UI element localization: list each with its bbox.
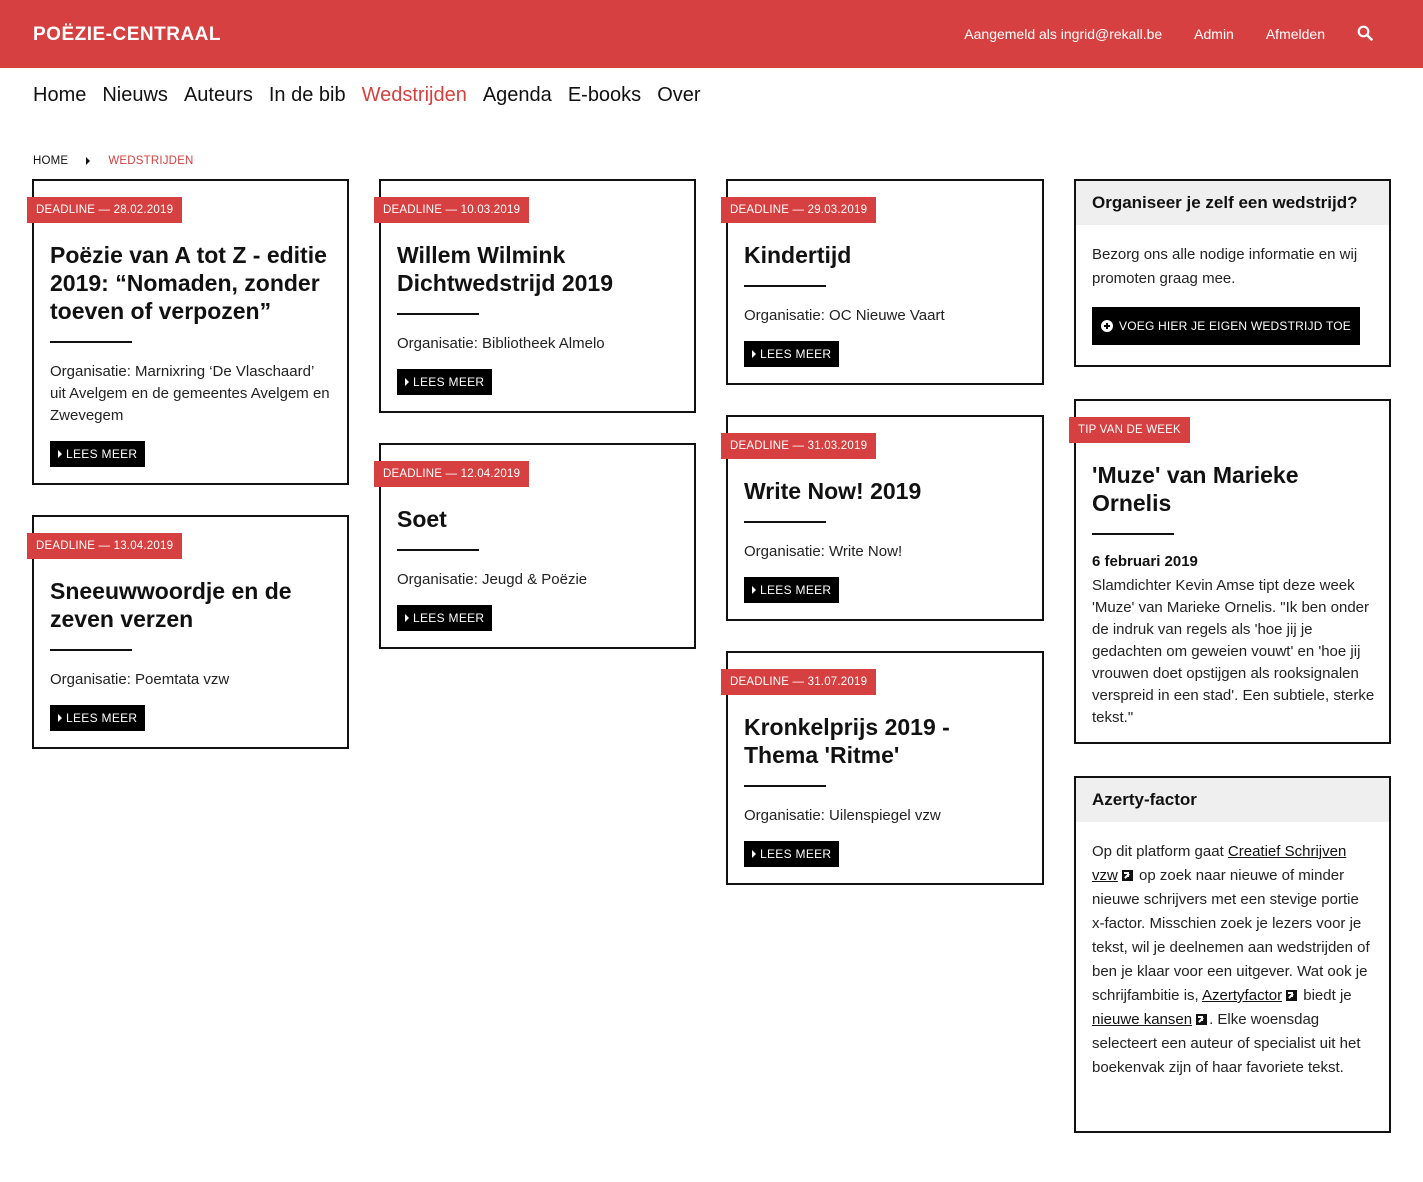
- widget-text: Bezorg ons alle nodige informatie en wij promoten graag mee.: [1092, 246, 1358, 287]
- contest-title[interactable]: Kronkelprijs 2019 - Thema 'Ritme': [744, 714, 950, 768]
- deadline-badge: DEADLINE — 31.07.2019: [721, 669, 876, 695]
- azerty-text: Op dit platform gaat: [1092, 843, 1228, 860]
- read-more-button[interactable]: [397, 369, 492, 395]
- caret-right-icon: [752, 586, 756, 594]
- divider: [744, 521, 826, 523]
- contest-title[interactable]: Write Now! 2019: [744, 478, 922, 504]
- read-more-button[interactable]: [50, 705, 145, 731]
- external-link-icon: [1286, 990, 1297, 1001]
- contest-card: [32, 179, 349, 485]
- plus-circle-icon: [1101, 320, 1113, 332]
- nav-agenda[interactable]: Agenda: [482, 84, 552, 106]
- nav-in-de-bib[interactable]: In de bib: [268, 84, 346, 106]
- azerty-text: biedt je: [1299, 987, 1352, 1004]
- caret-right-icon: [752, 850, 756, 858]
- divider: [744, 785, 826, 787]
- deadline-badge: DEADLINE — 12.04.2019: [374, 461, 529, 487]
- read-more-label: LEES MEER: [66, 447, 138, 461]
- contest-title[interactable]: Kindertijd: [744, 242, 852, 268]
- read-more-button[interactable]: [744, 577, 839, 603]
- divider: [1092, 533, 1174, 535]
- divider: [50, 649, 132, 651]
- contest-title[interactable]: Willem Wilmink Dichtwedstrijd 2019: [397, 242, 614, 296]
- contest-organisation: Organisatie: Jeugd & Poëzie: [397, 571, 588, 588]
- read-more-button[interactable]: [397, 605, 492, 631]
- azerty-factor-widget: [1074, 776, 1391, 1133]
- nav-e-books[interactable]: E-books: [567, 84, 642, 106]
- nav-over[interactable]: Over: [657, 84, 701, 106]
- divider: [50, 341, 132, 343]
- contest-title[interactable]: Sneeuwwoordje en de zeven verzen: [50, 578, 292, 632]
- organize-contest-widget: [1074, 179, 1391, 367]
- tip-title[interactable]: 'Muze' van Marieke Ornelis: [1092, 462, 1299, 516]
- contest-card: [726, 651, 1044, 885]
- read-more-label: LEES MEER: [760, 847, 832, 861]
- tip-date: 6 februari 2019: [1092, 553, 1198, 570]
- add-contest-button[interactable]: [1092, 307, 1360, 345]
- site-logo[interactable]: POËZIE-CENTRAAL: [33, 24, 221, 45]
- widget-body: [1076, 822, 1389, 1096]
- azerty-text: op zoek naar nieuwe of minder nieuwe schrijvers met een stevige portie x-factor. Misschien zoek je lezers voor je tekst, wil je deelnemen aan wedstrijden of ben je klaar voor een uitgever. Wat ook je schrijfambitie is,: [1092, 867, 1370, 1004]
- contest-card: [379, 443, 696, 649]
- read-more-label: LEES MEER: [413, 611, 485, 625]
- nav-wedstrijden[interactable]: Wedstrijden: [361, 84, 467, 106]
- deadline-badge: DEADLINE — 10.03.2019: [374, 197, 529, 223]
- read-more-label: LEES MEER: [413, 375, 485, 389]
- contest-organisation: Organisatie: Uilenspiegel vzw: [744, 807, 941, 824]
- breadcrumb-home[interactable]: HOME: [33, 155, 69, 167]
- breadcrumb: [33, 155, 194, 167]
- deadline-badge: DEADLINE — 31.03.2019: [721, 433, 876, 459]
- contest-organisation: Organisatie: Poemtata vzw: [50, 671, 230, 688]
- caret-right-icon: [58, 714, 62, 722]
- external-link-icon: [1122, 870, 1133, 881]
- contest-title[interactable]: Soet: [397, 506, 447, 532]
- read-more-button[interactable]: [744, 841, 839, 867]
- contest-organisation: Organisatie: Bibliotheek Almelo: [397, 335, 605, 352]
- account-links: [964, 25, 1375, 43]
- read-more-button[interactable]: [744, 341, 839, 367]
- read-more-button[interactable]: [50, 441, 145, 467]
- nav-home[interactable]: Home: [33, 84, 87, 106]
- caret-right-icon: [58, 450, 62, 458]
- read-more-label: LEES MEER: [66, 711, 138, 725]
- divider: [744, 285, 826, 287]
- tip-badge: TIP VAN DE WEEK: [1069, 417, 1190, 443]
- external-link-icon: [1196, 1014, 1207, 1025]
- main-nav: [33, 84, 701, 107]
- nav-auteurs[interactable]: Auteurs: [183, 84, 253, 106]
- tip-text: Slamdichter Kevin Amse tipt deze week 'Muze' van Marieke Ornelis. "Ik ben onder de indruk van regels als 'hoe jij je gedachten om geweien vouwt' en 'hoe jij vrouwen doet opstijgen als rooksignalen verspreid in een stad'. Een subtiele, sterke tekst.": [1092, 577, 1375, 726]
- caret-right-icon: [405, 378, 409, 386]
- logout-link[interactable]: Afmelden: [1265, 26, 1325, 42]
- contest-title[interactable]: Poëzie van A tot Z - editie 2019: “Nomaden, zonder toeven of verpozen”: [50, 242, 327, 324]
- azerty-text: . Elke woensdag selecteert een auteur of specialist uit het boekenvak zijn of haar favoriete tekst.: [1092, 1011, 1361, 1076]
- contest-organisation: Organisatie: Marnixring ‘De Vlaschaard’ uit Avelgem en de gemeentes Avelgem en Zwevegem: [50, 363, 330, 424]
- add-contest-label: VOEG HIER JE EIGEN WEDSTRIJD TOE: [1119, 319, 1351, 333]
- breadcrumb-separator-icon: [86, 157, 90, 165]
- contest-card: [32, 515, 349, 749]
- search-icon[interactable]: [1357, 25, 1375, 43]
- user-account-link[interactable]: Aangemeld als ingrid@rekall.be: [964, 26, 1163, 42]
- deadline-badge: DEADLINE — 28.02.2019: [27, 197, 182, 223]
- read-more-label: LEES MEER: [760, 347, 832, 361]
- contest-card: [379, 179, 696, 413]
- caret-right-icon: [405, 614, 409, 622]
- widget-title: Azerty-factor: [1076, 778, 1389, 822]
- top-bar: [0, 0, 1423, 68]
- admin-link[interactable]: Admin: [1194, 26, 1234, 42]
- widget-body: [1076, 225, 1389, 361]
- contest-card: [726, 179, 1044, 385]
- contest-card: [726, 415, 1044, 621]
- deadline-badge: DEADLINE — 13.04.2019: [27, 533, 182, 559]
- widget-title: Organiseer je zelf een wedstrijd?: [1076, 181, 1389, 225]
- caret-right-icon: [752, 350, 756, 358]
- read-more-label: LEES MEER: [760, 583, 832, 597]
- azertyfactor-link[interactable]: Azertyfactor: [1202, 987, 1283, 1004]
- divider: [397, 313, 479, 315]
- nav-nieuws[interactable]: Nieuws: [102, 84, 168, 106]
- contest-organisation: Organisatie: Write Now!: [744, 543, 903, 560]
- breadcrumb-current: WEDSTRIJDEN: [108, 155, 194, 167]
- contest-organisation: Organisatie: OC Nieuwe Vaart: [744, 307, 945, 324]
- tip-of-the-week-card: [1074, 399, 1391, 744]
- nieuwe-kansen-link[interactable]: nieuwe kansen: [1092, 1011, 1193, 1028]
- divider: [397, 549, 479, 551]
- creatief-schrijven-link[interactable]: Creatief Schrijven vzw: [1092, 843, 1347, 884]
- deadline-badge: DEADLINE — 29.03.2019: [721, 197, 876, 223]
